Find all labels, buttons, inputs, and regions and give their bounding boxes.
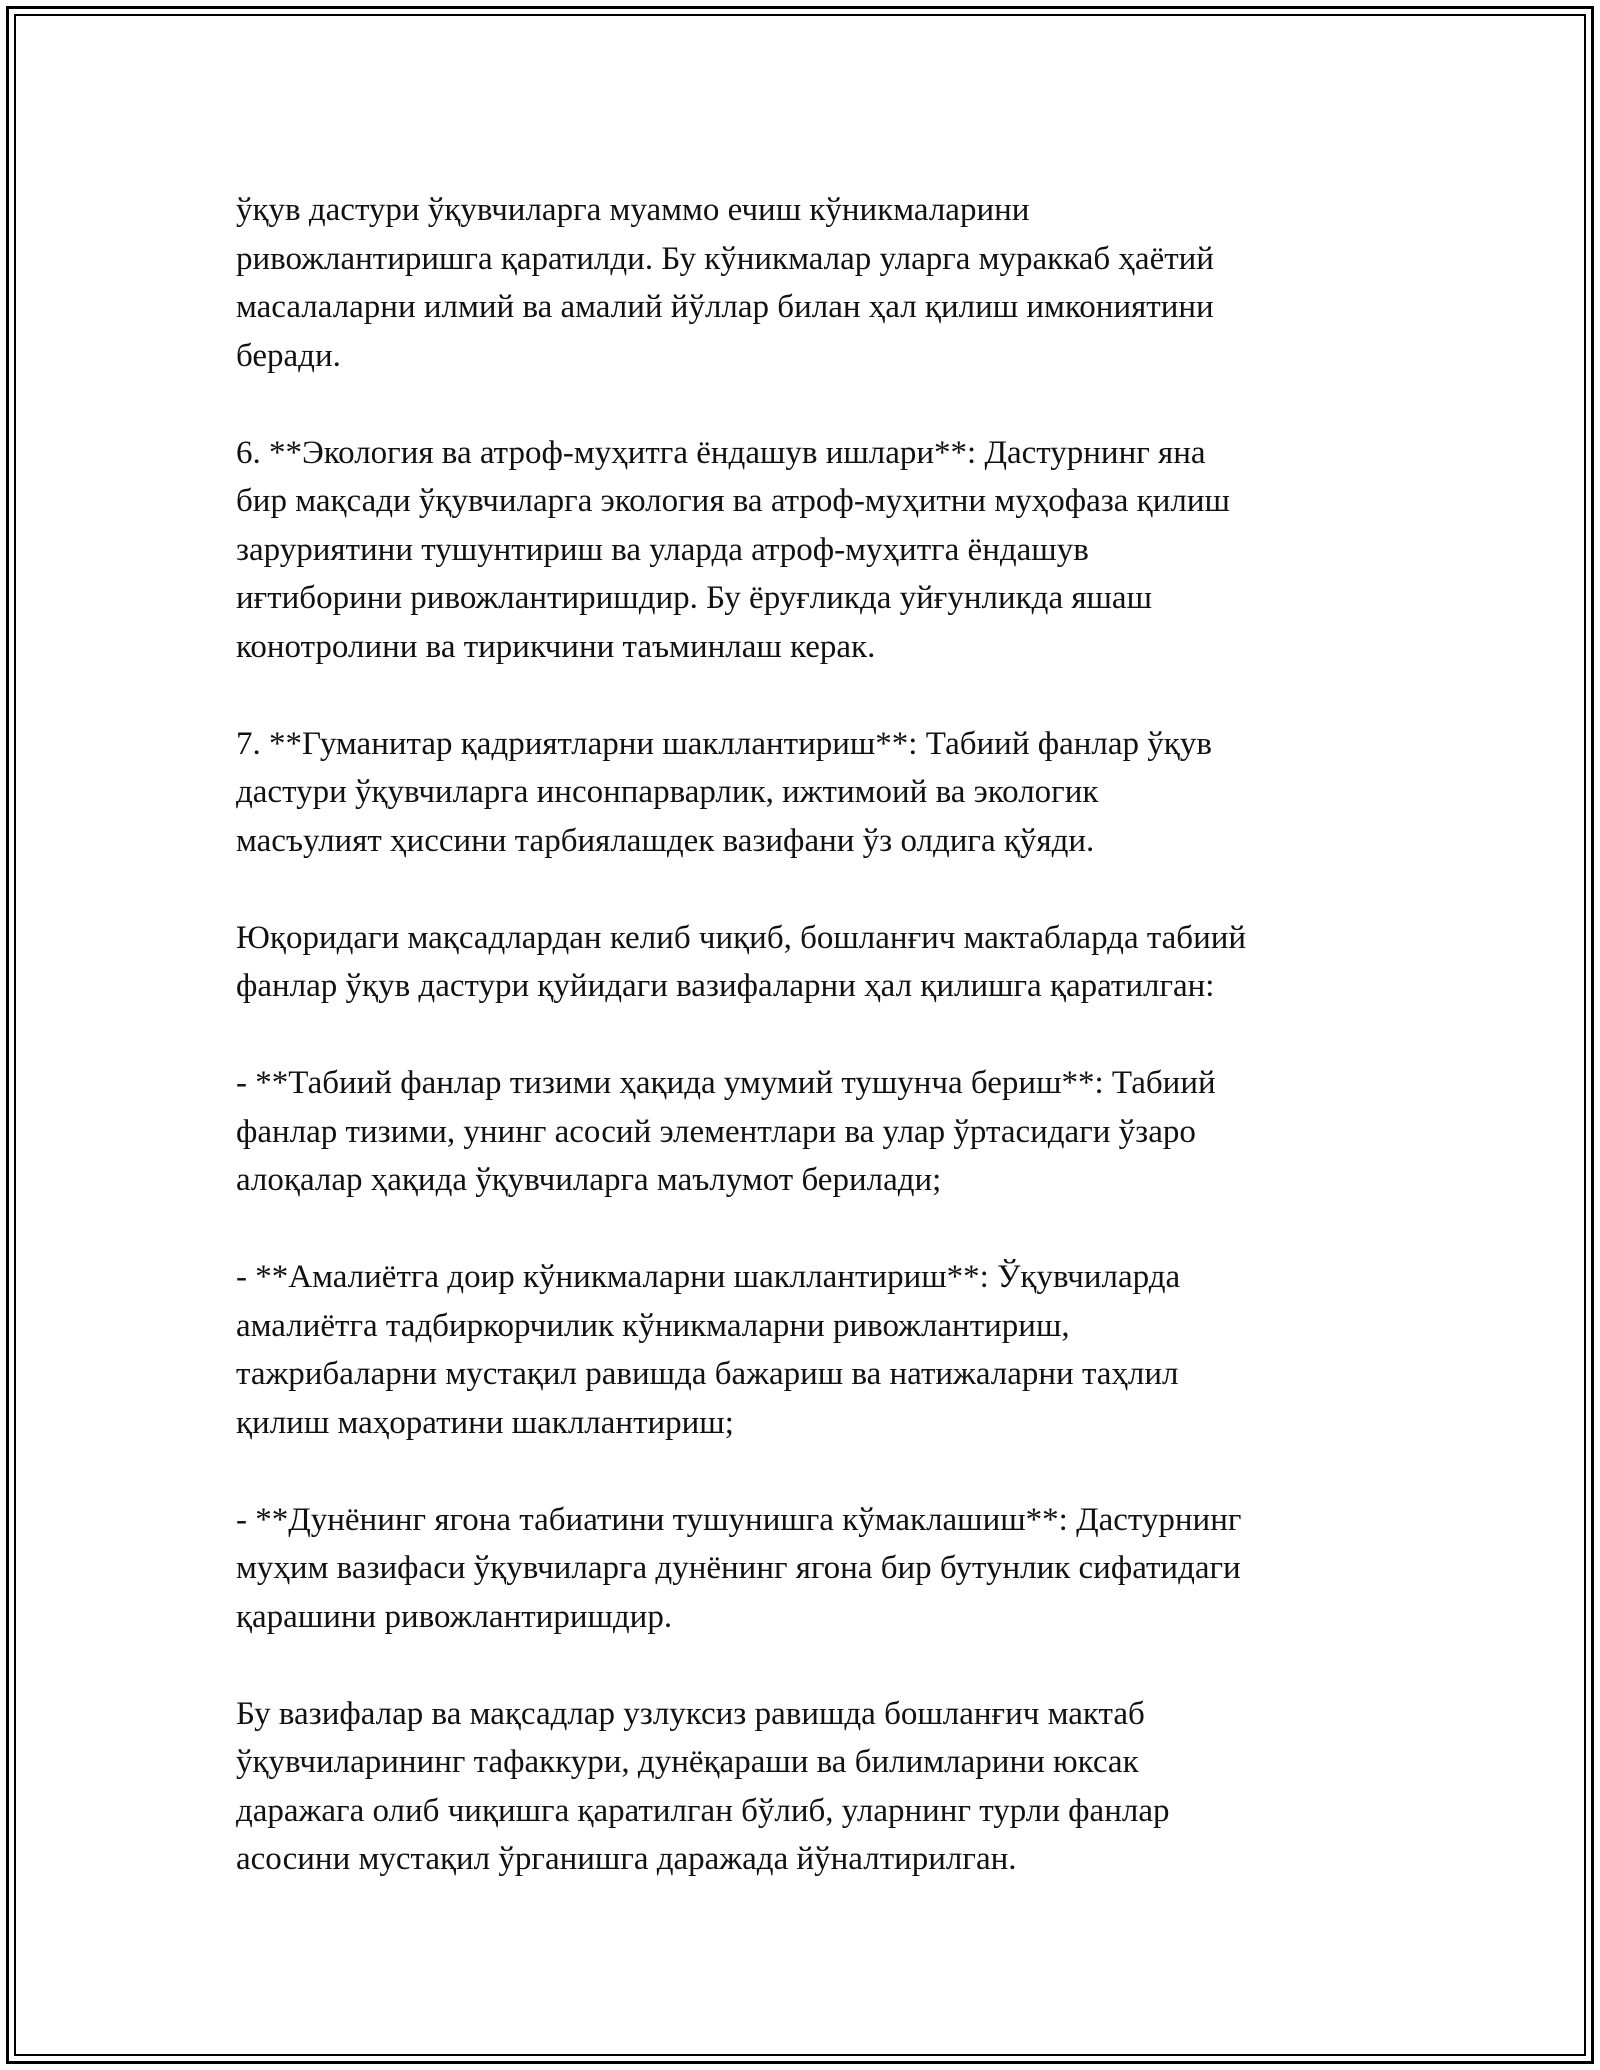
paragraph-conclusion: Бу вазифалар ва мақсадлар узлуксиз равишда бошланғич мактаб ўқувчиларининг тафаккури, дунёқараши ва билимларини юксак даражага олиб чиқишга қаратилган бўлиб, уларнинг турли фанлар асосини мустақил ўрганишга даражада йўналтирилган. <box>236 1695 1170 1877</box>
bullet-natural-sciences-system: - **Табиий фанлар тизими ҳақида умумий тушунча бериш**: Табиий фанлар тизими, унинг асосий элементлари ва улар ўртасидаги ўзаро алоқалар ҳақида ўқувчиларга маълумот берилади; <box>236 1065 1216 1198</box>
paragraph-continuation: ўқув дастури ўқувчиларга муаммо ечиш кўникмаларини ривожлантиришга қаратилди. Бу кўникмалар уларга мураккаб ҳаётий масалаларни илмий ва амалий йўллар билан ҳал қилиш имкониятини беради. <box>236 192 1214 374</box>
bullet-unified-world: - **Дунёнинг ягона табиатини тушунишга кўмаклашиш**: Дастурнинг муҳим вазифаси ўқувчиларга дунёнинг ягона бир бутунлик сифатидаги қарашини ривожлантиришдир. <box>236 1501 1242 1635</box>
paragraph-tasks-intro: Юқоридаги мақсадлардан келиб чиқиб, бошланғич мактабларда табиий фанлар ўқув дастури қуйидаги вазифаларни ҳал қилишга қаратилган: <box>236 919 1247 1004</box>
paragraph-item-7: 7. **Гуманитар қадриятларни шакллантириш**: Табиий фанлар ўқув дастури ўқувчиларга инсонпарварлик, ижтимоий ва экологик масъулият ҳиссини тарбиялашдек вазифани ўз олдига қўяди. <box>236 725 1212 859</box>
bullet-practical-skills: - **Амалиётга доир кўникмаларни шакллантириш**: Ўқувчиларда амалиётга тадбиркорчилик кўникмаларни ривожлантириш, тажрибаларни мустақил равишда бажариш ва натижаларни таҳлил қилиш маҳоратини шакллантириш; <box>236 1259 1181 1441</box>
paragraph-item-6: 6. **Экология ва атроф-муҳитга ёндашув ишлари**: Дастурнинг яна бир мақсади ўқувчиларга экология ва атроф-муҳитни муҳофаза қилиш заруриятини тушунтириш ва уларда атроф-муҳитга ёндашув иғтиборини ривожлантиришдир. Бу ёруғликда уйғунликда яшаш конотролини ва тирикчини таъминлаш керак. <box>236 434 1230 665</box>
document-body <box>236 186 1416 1932</box>
